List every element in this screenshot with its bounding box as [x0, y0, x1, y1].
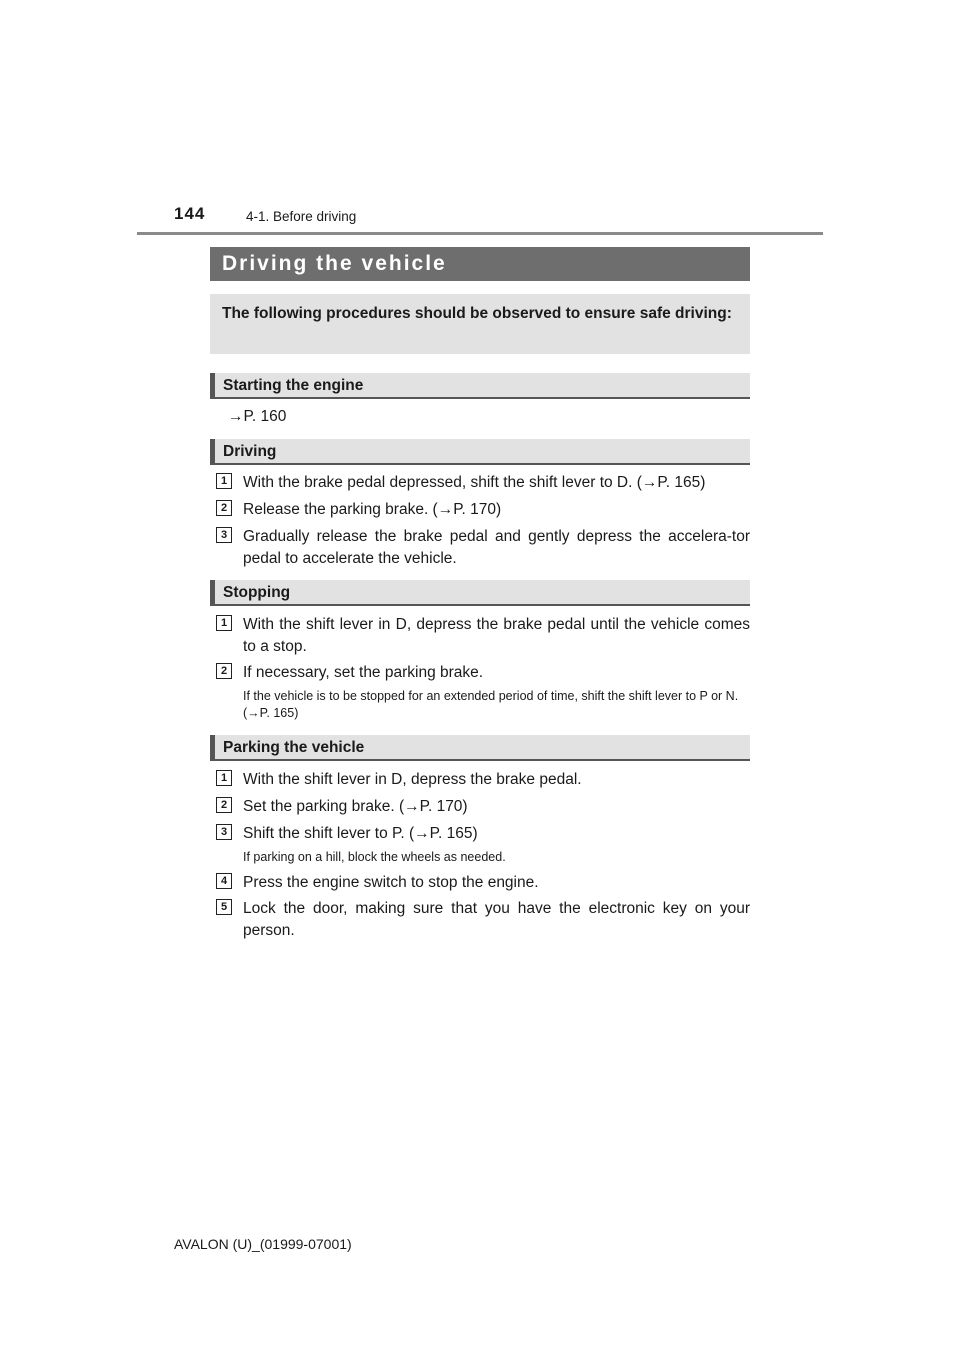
- step-text: With the shift lever in D, depress the brake pedal until the vehicle comes to a stop.: [243, 616, 750, 655]
- step-item: [216, 898, 750, 942]
- note-text: If the vehicle is to be stopped for an extended period of time, shift the shift lever to P or N. (→P. 165): [243, 689, 739, 720]
- intro-box: [210, 294, 750, 354]
- step-number: 1: [216, 770, 232, 786]
- step-item: [216, 472, 750, 494]
- step-item: [216, 872, 750, 894]
- step-item: [216, 823, 750, 845]
- step-text: With the shift lever in D, depress the brake pedal.: [243, 771, 582, 788]
- step-text: Shift the shift lever to P. (→P. 165): [243, 825, 478, 842]
- step-text: Lock the door, making sure that you have the electronic key on your person.: [243, 900, 750, 939]
- step-item: [216, 526, 750, 570]
- step-item: [216, 662, 750, 684]
- step-number: 2: [216, 500, 232, 516]
- note-text: If parking on a hill, block the wheels as needed.: [243, 850, 506, 864]
- step-item: [216, 769, 750, 791]
- step-text: Press the engine switch to stop the engine.: [243, 874, 539, 891]
- step-item: [216, 499, 750, 521]
- heading-label: Starting the engine: [223, 377, 364, 394]
- step-text: Release the parking brake. (→P. 170): [243, 501, 502, 518]
- heading-label: Stopping: [223, 584, 291, 601]
- page-title-bar: [210, 247, 750, 281]
- step-number: 2: [216, 663, 232, 679]
- step-number: 5: [216, 899, 232, 915]
- step-number: 2: [216, 797, 232, 813]
- page-title: Driving the vehicle: [222, 252, 447, 275]
- heading-starting-engine: [210, 373, 750, 399]
- header-rule: [137, 232, 823, 235]
- heading-stopping: [210, 580, 750, 606]
- step-number: 3: [216, 824, 232, 840]
- heading-driving: [210, 439, 750, 465]
- step-text: Gradually release the brake pedal and gently depress the accelera-tor pedal to accelerate the vehicle.: [243, 528, 750, 567]
- heading-label: Driving: [223, 443, 277, 460]
- step-text: Set the parking brake. (→P. 170): [243, 798, 468, 815]
- step-text: With the brake pedal depressed, shift the shift lever to D. (→P. 165): [243, 474, 706, 491]
- page-reference: →P. 160: [228, 408, 287, 425]
- heading-label: Parking the vehicle: [223, 739, 365, 756]
- step-number: 3: [216, 527, 232, 543]
- step-item: [216, 796, 750, 818]
- footer-model-code: AVALON (U)_(01999-07001): [174, 1236, 352, 1252]
- section-path: 4-1. Before driving: [246, 209, 357, 224]
- heading-parking: [210, 735, 750, 761]
- intro-text: The following procedures should be observed to ensure safe driving:: [222, 305, 732, 322]
- step-number: 1: [216, 615, 232, 631]
- page-number: 144: [174, 204, 206, 223]
- step-text: If necessary, set the parking brake.: [243, 664, 484, 681]
- step-item: [216, 614, 750, 658]
- step-number: 4: [216, 873, 232, 889]
- step-number: 1: [216, 473, 232, 489]
